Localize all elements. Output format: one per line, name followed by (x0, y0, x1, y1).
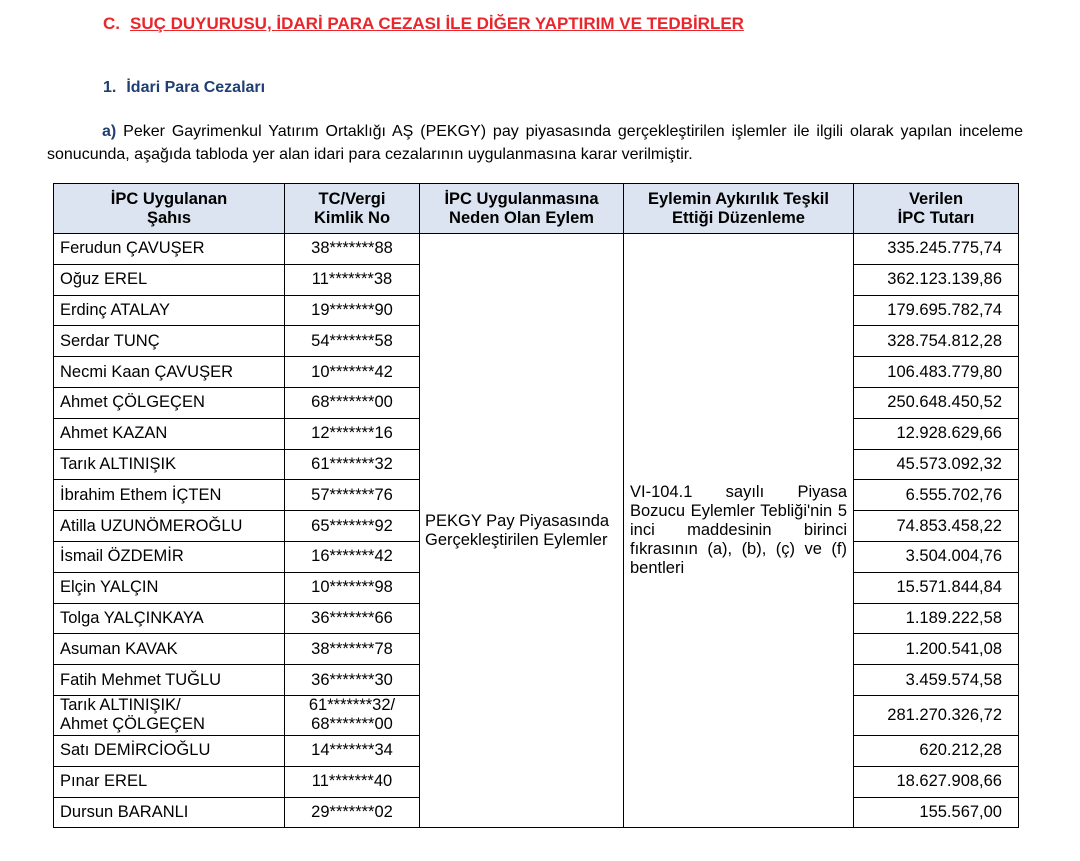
penalty-amount: 250.648.450,52 (854, 387, 1019, 418)
regulation-cell (624, 234, 854, 828)
id-number: 12*******16 (285, 418, 420, 449)
person-name: Erdinç ATALAY (54, 295, 285, 326)
section-title (103, 14, 744, 34)
id-number: 61*******32/ 68*******00 (285, 695, 420, 735)
penalty-amount: 281.270.326,72 (854, 695, 1019, 735)
penalty-amount: 45.573.092,32 (854, 449, 1019, 480)
penalty-amount: 106.483.779,80 (854, 357, 1019, 388)
action-cell: PEKGY Pay Piyasasında Gerçekleştirilen Eylemler (420, 234, 624, 828)
person-name: Dursun BARANLI (54, 797, 285, 828)
table-header-row (54, 184, 1019, 234)
penalty-amount: 74.853.458,22 (854, 511, 1019, 542)
person-name: Ahmet KAZAN (54, 418, 285, 449)
id-number: 36*******30 (285, 665, 420, 696)
section-number: C. (103, 14, 120, 33)
person-name: İsmail ÖZDEMİR (54, 541, 285, 572)
penalty-amount: 12.928.629,66 (854, 418, 1019, 449)
id-number: 38*******78 (285, 634, 420, 665)
penalty-amount: 328.754.812,28 (854, 326, 1019, 357)
subsection-title (103, 79, 265, 97)
id-number: 65*******92 (285, 511, 420, 542)
penalty-amount: 1.189.222,58 (854, 603, 1019, 634)
id-number: 14*******34 (285, 735, 420, 766)
id-number: 68*******00 (285, 387, 420, 418)
id-number: 11*******38 (285, 264, 420, 295)
penalty-amount: 3.504.004,76 (854, 541, 1019, 572)
person-name: Pınar EREL (54, 766, 285, 797)
penalty-table (53, 183, 1019, 828)
person-name: Fatih Mehmet TUĞLU (54, 665, 285, 696)
intro-paragraph (47, 120, 1023, 166)
id-number: 10*******42 (285, 357, 420, 388)
person-name: Serdar TUNÇ (54, 326, 285, 357)
subsection-number: 1. (103, 79, 117, 96)
id-number: 10*******98 (285, 572, 420, 603)
person-name: Satı DEMİRCİOĞLU (54, 735, 285, 766)
header-action: İPC Uygulanmasına Neden Olan Eylem (420, 184, 624, 234)
penalty-amount: 15.571.844,84 (854, 572, 1019, 603)
penalty-amount: 155.567,00 (854, 797, 1019, 828)
id-number: 38*******88 (285, 234, 420, 265)
person-name: Atilla UZUNÖMEROĞLU (54, 511, 285, 542)
paragraph-text: Peker Gayrimenkul Yatırım Ortaklığı AŞ (PEKGY) pay piyasasında gerçekleştirilen işlemler ile ilgili olarak yapılan inceleme sonucunda, aşağıda tabloda yer alan idari para cezalarının uygulanmasına karar verilmiştir. (47, 123, 1024, 163)
person-name: Asuman KAVAK (54, 634, 285, 665)
id-number: 16*******42 (285, 541, 420, 572)
id-number: 11*******40 (285, 766, 420, 797)
header-id: TC/Vergi Kimlik No (285, 184, 420, 234)
penalty-amount: 179.695.782,74 (854, 295, 1019, 326)
penalty-amount: 620.212,28 (854, 735, 1019, 766)
person-name: Oğuz EREL (54, 264, 285, 295)
regulation-text: VI-104.1 sayılı Piyasa Bozucu Eylemler Tebliği'nin 5 inci maddesinin birinci fıkrasının (a), (b), (ç) ve (f) bentleri (630, 483, 847, 578)
penalty-amount: 18.627.908,66 (854, 766, 1019, 797)
penalty-amount: 362.123.139,86 (854, 264, 1019, 295)
penalty-amount: 3.459.574,58 (854, 665, 1019, 696)
penalty-amount: 335.245.775,74 (854, 234, 1019, 265)
paragraph-label: a) (102, 123, 117, 140)
id-number: 61*******32 (285, 449, 420, 480)
person-name: Ahmet ÇÖLGEÇEN (54, 387, 285, 418)
section-title-text: SUÇ DUYURUSU, İDARİ PARA CEZASI İLE DİĞER YAPTIRIM VE TEDBİRLER (130, 14, 744, 33)
id-number: 19*******90 (285, 295, 420, 326)
header-regulation: Eylemin Aykırılık Teşkil Ettiği Düzenleme (624, 184, 854, 234)
id-number: 54*******58 (285, 326, 420, 357)
id-number: 36*******66 (285, 603, 420, 634)
penalty-amount: 6.555.702,76 (854, 480, 1019, 511)
person-name: Elçin YALÇIN (54, 572, 285, 603)
person-name: Ferudun ÇAVUŞER (54, 234, 285, 265)
header-amount: Verilen İPC Tutarı (854, 184, 1019, 234)
penalty-amount: 1.200.541,08 (854, 634, 1019, 665)
header-person: İPC Uygulanan Şahıs (54, 184, 285, 234)
subsection-title-text: İdari Para Cezaları (126, 79, 266, 96)
person-name: Necmi Kaan ÇAVUŞER (54, 357, 285, 388)
id-number: 57*******76 (285, 480, 420, 511)
table-row (54, 234, 1019, 265)
person-name: Tarık ALTINIŞIK (54, 449, 285, 480)
person-name: Tarık ALTINIŞIK/ Ahmet ÇÖLGEÇEN (54, 695, 285, 735)
person-name: Tolga YALÇINKAYA (54, 603, 285, 634)
person-name: İbrahim Ethem İÇTEN (54, 480, 285, 511)
id-number: 29*******02 (285, 797, 420, 828)
